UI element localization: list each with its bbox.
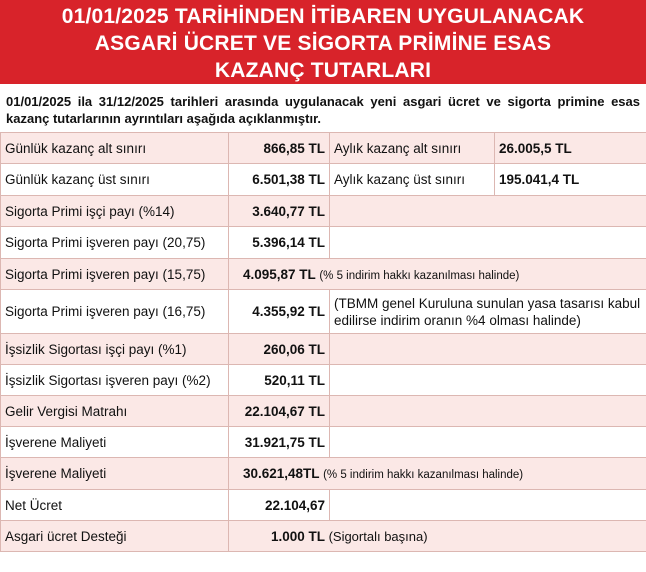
row-label: Günlük kazanç alt sınırı	[1, 133, 229, 164]
empty-cell	[330, 490, 646, 521]
table-row	[1, 164, 646, 196]
row-note: (Sigortalı başına)	[328, 528, 428, 544]
table-row	[1, 521, 646, 552]
row-value: 260,06 TL	[229, 334, 330, 365]
row-label: İşverene Maliyeti	[1, 427, 229, 458]
row-label: İşsizlik Sigortası işveren payı (%2)	[1, 365, 229, 396]
row-label-2: Aylık kazanç üst sınırı	[330, 164, 495, 196]
row-value: 22.104,67 TL	[229, 396, 330, 427]
title-line-3: KAZANÇ TUTARLARI	[214, 59, 432, 82]
empty-cell	[330, 396, 646, 427]
table-row	[1, 290, 646, 334]
table-row	[1, 458, 646, 490]
row-value: 866,85 TL	[229, 133, 330, 164]
empty-cell	[330, 427, 646, 458]
row-value-with-note	[229, 458, 646, 490]
row-value: 3.640,77 TL	[229, 196, 330, 227]
empty-cell	[330, 365, 646, 396]
title-line-2: ASGARİ ÜCRET VE SİGORTA PRİMİNE ESAS	[94, 32, 552, 55]
table-row	[1, 365, 646, 396]
row-label: Net Ücret	[1, 490, 229, 521]
row-value: 6.501,38 TL	[229, 164, 330, 196]
page-title-banner	[0, 0, 646, 84]
row-label: Sigorta Primi işveren payı (16,75)	[1, 290, 229, 334]
row-label: Sigorta Primi işçi payı (%14)	[1, 196, 229, 227]
table-row	[1, 133, 646, 164]
intro-paragraph: 01/01/2025 ila 31/12/2025 tarihleri arasında uygulanacak yeni asgari ücret ve sigorta primine esas kazanç tutarlarının ayrıntıları aşağıda açıklanmıştır.	[6, 94, 640, 126]
table-row	[1, 196, 646, 227]
row-value: 22.104,67	[229, 490, 330, 521]
row-label: Günlük kazanç üst sınırı	[1, 164, 229, 196]
row-value-2: 26.005,5 TL	[495, 133, 646, 164]
table-row	[1, 334, 646, 365]
row-value: 1.000 TL	[271, 528, 325, 544]
row-label: Gelir Vergisi Matrahı	[1, 396, 229, 427]
table-row	[1, 490, 646, 521]
row-label: İşsizlik Sigortası işçi payı (%1)	[1, 334, 229, 365]
wage-table	[0, 132, 646, 552]
row-label: İşverene Maliyeti	[1, 458, 229, 490]
row-value: 4.095,87 TL	[243, 266, 316, 282]
table-row	[1, 227, 646, 259]
row-value: 4.355,92 TL	[229, 290, 330, 334]
row-value: 520,11 TL	[229, 365, 330, 396]
row-value: 30.621,48TL	[243, 466, 320, 481]
empty-cell	[330, 227, 646, 259]
row-label: Sigorta Primi işveren payı (20,75)	[1, 227, 229, 259]
row-value: 31.921,75 TL	[229, 427, 330, 458]
row-note: (TBMM genel Kuruluna sunulan yasa tasarısı kabul edilirse indirim oranın %4 olması halinde)	[330, 290, 646, 334]
title-line-1: 01/01/2025 TARİHİNDEN İTİBAREN UYGULANACAK	[61, 5, 585, 28]
empty-cell	[330, 196, 646, 227]
row-value-with-note	[229, 259, 646, 290]
row-value-2: 195.041,4 TL	[495, 164, 646, 196]
row-note: (% 5 indirim hakkı kazanılması halinde)	[319, 269, 520, 282]
table-row	[1, 396, 646, 427]
empty-cell	[330, 334, 646, 365]
row-label: Asgari ücret Desteği	[1, 521, 229, 552]
table-row	[1, 259, 646, 290]
row-label-2: Aylık kazanç alt sınırı	[330, 133, 495, 164]
table-row	[1, 427, 646, 458]
row-value-with-note	[229, 521, 646, 552]
row-label: Sigorta Primi işveren payı (15,75)	[1, 259, 229, 290]
row-value: 5.396,14 TL	[229, 227, 330, 259]
row-note: (% 5 indirim hakkı kazanılması halinde)	[323, 469, 524, 481]
